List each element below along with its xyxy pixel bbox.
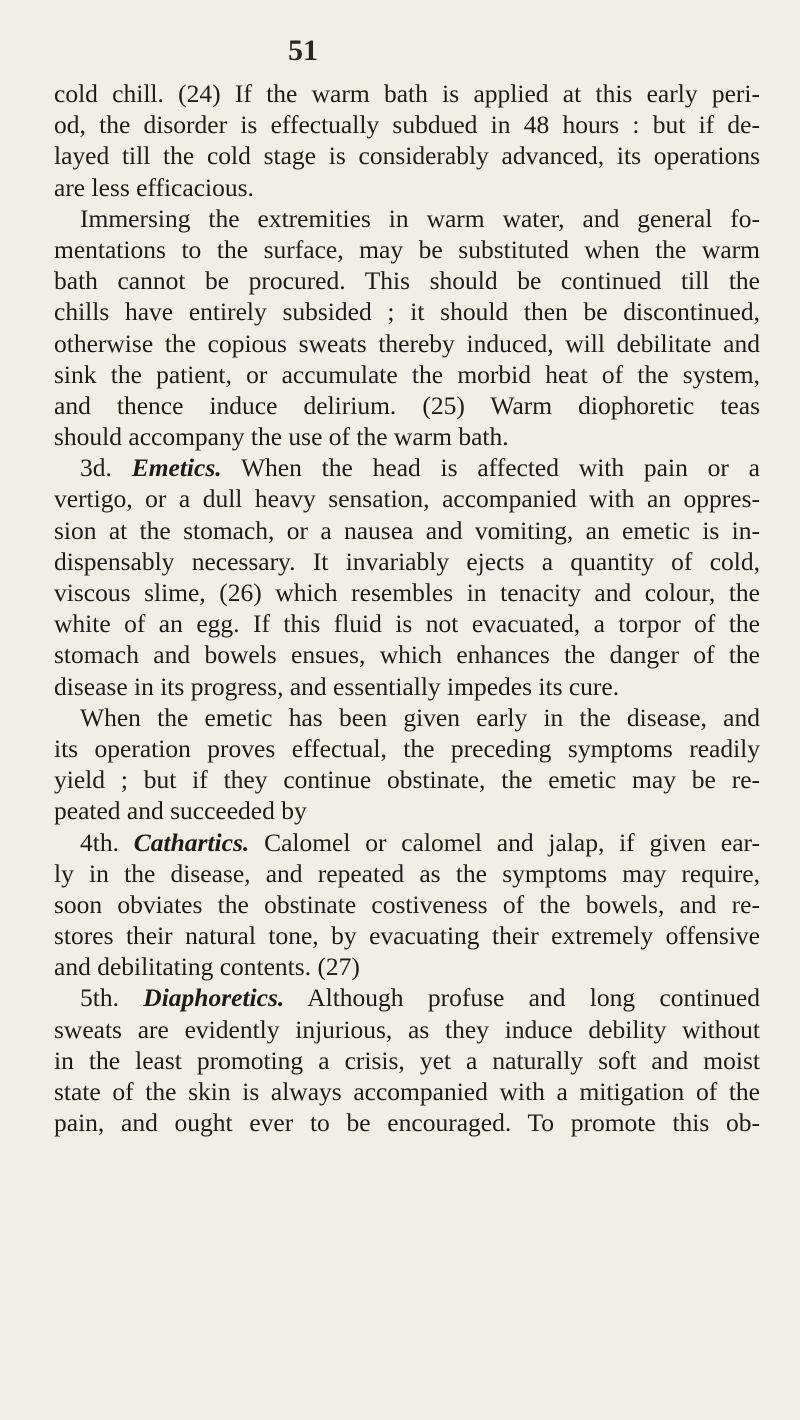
section-line-cathartics <box>54 827 760 858</box>
text-line: stores their natural tone, by evacuating their extremely offensive <box>54 921 760 951</box>
text-line: soon obviates the obstinate costiveness of the bowels, and re- <box>54 889 760 919</box>
text-line: pain, and ought ever to be encouraged. To promote this ob- <box>54 1108 760 1138</box>
section-line-emetics <box>54 452 760 483</box>
text-line: stomach and bowels ensues, which enhances the danger of the <box>54 640 760 670</box>
text-line: chills have entirely subsided ; it should then be discontinued, <box>54 297 760 327</box>
text-line: ly in the disease, and repeated as the symptoms may require, <box>54 858 760 888</box>
text-fragment: Although profuse and long continued <box>307 983 760 1013</box>
section-line-diaphoretics <box>54 982 760 1013</box>
text-line: state of the skin is always accompanied with a mitigation of the <box>54 1077 760 1106</box>
text-line: peated and succeeded by <box>54 796 307 826</box>
page-number: 51 <box>288 34 318 67</box>
text-line: Immersing the extremities in warm water, and general fo- <box>80 203 760 233</box>
text-line: When the emetic has been given early in the disease, and <box>80 702 760 732</box>
text-line: cold chill. (24) If the warm bath is applied at this early peri- <box>54 79 760 108</box>
body-text <box>54 78 760 1138</box>
text-line: sink the patient, or accumulate the morbid heat of the system, <box>54 359 760 389</box>
text-line: sweats are evidently injurious, as they induce debility without <box>54 1014 760 1044</box>
text-line: mentations to the surface, may be substituted when the warm <box>54 234 760 264</box>
text-line: its operation proves effectual, the preceding symptoms readily <box>54 733 760 763</box>
text-fragment: Calomel or calomel and jalap, if given ear- <box>264 827 761 857</box>
section-heading-diaphoretics: Diaphoretics. <box>143 983 285 1013</box>
section-heading-cathartics: Cathartics. <box>133 827 250 857</box>
text-fragment: When the head is affected with pain or a <box>240 453 760 483</box>
text-line: dispensably necessary. It invariably ejects a quantity of cold, <box>54 546 760 576</box>
text-line: viscous slime, (26) which resembles in tenacity and colour, the <box>54 578 760 607</box>
text-line: vertigo, or a dull heavy sensation, accompanied with an oppres- <box>54 484 760 514</box>
section-number: 3d. <box>80 453 112 483</box>
text-line: and debilitating contents. (27) <box>54 952 360 982</box>
text-line: in the least promoting a crisis, yet a naturally soft and moist <box>54 1045 760 1075</box>
text-line: sion at the stomach, or a nausea and vomiting, an emetic is in- <box>54 515 760 545</box>
text-line: layed till the cold stage is considerably advanced, its operations <box>54 141 760 171</box>
text-line: disease in its progress, and essentially impedes its cure. <box>54 671 620 701</box>
section-heading-emetics: Emetics. <box>131 453 222 483</box>
text-line: should accompany the use of the warm bath. <box>54 422 509 452</box>
text-line: od, the disorder is effectually subdued in 48 hours : but if de- <box>54 110 760 140</box>
section-number: 4th. <box>80 827 119 857</box>
text-line: bath cannot be procured. This should be continued till the <box>54 266 760 296</box>
text-line: white of an egg. If this fluid is not evacuated, a torpor of the <box>54 609 760 639</box>
text-line: otherwise the copious sweats thereby induced, will debilitate and <box>54 328 760 358</box>
text-line: are less efficacious. <box>54 172 254 202</box>
text-line: and thence induce delirium. (25) Warm diophoretic teas <box>54 390 760 420</box>
text-line: yield ; but if they continue obstinate, the emetic may be re- <box>54 765 760 795</box>
section-number: 5th. <box>80 983 119 1013</box>
